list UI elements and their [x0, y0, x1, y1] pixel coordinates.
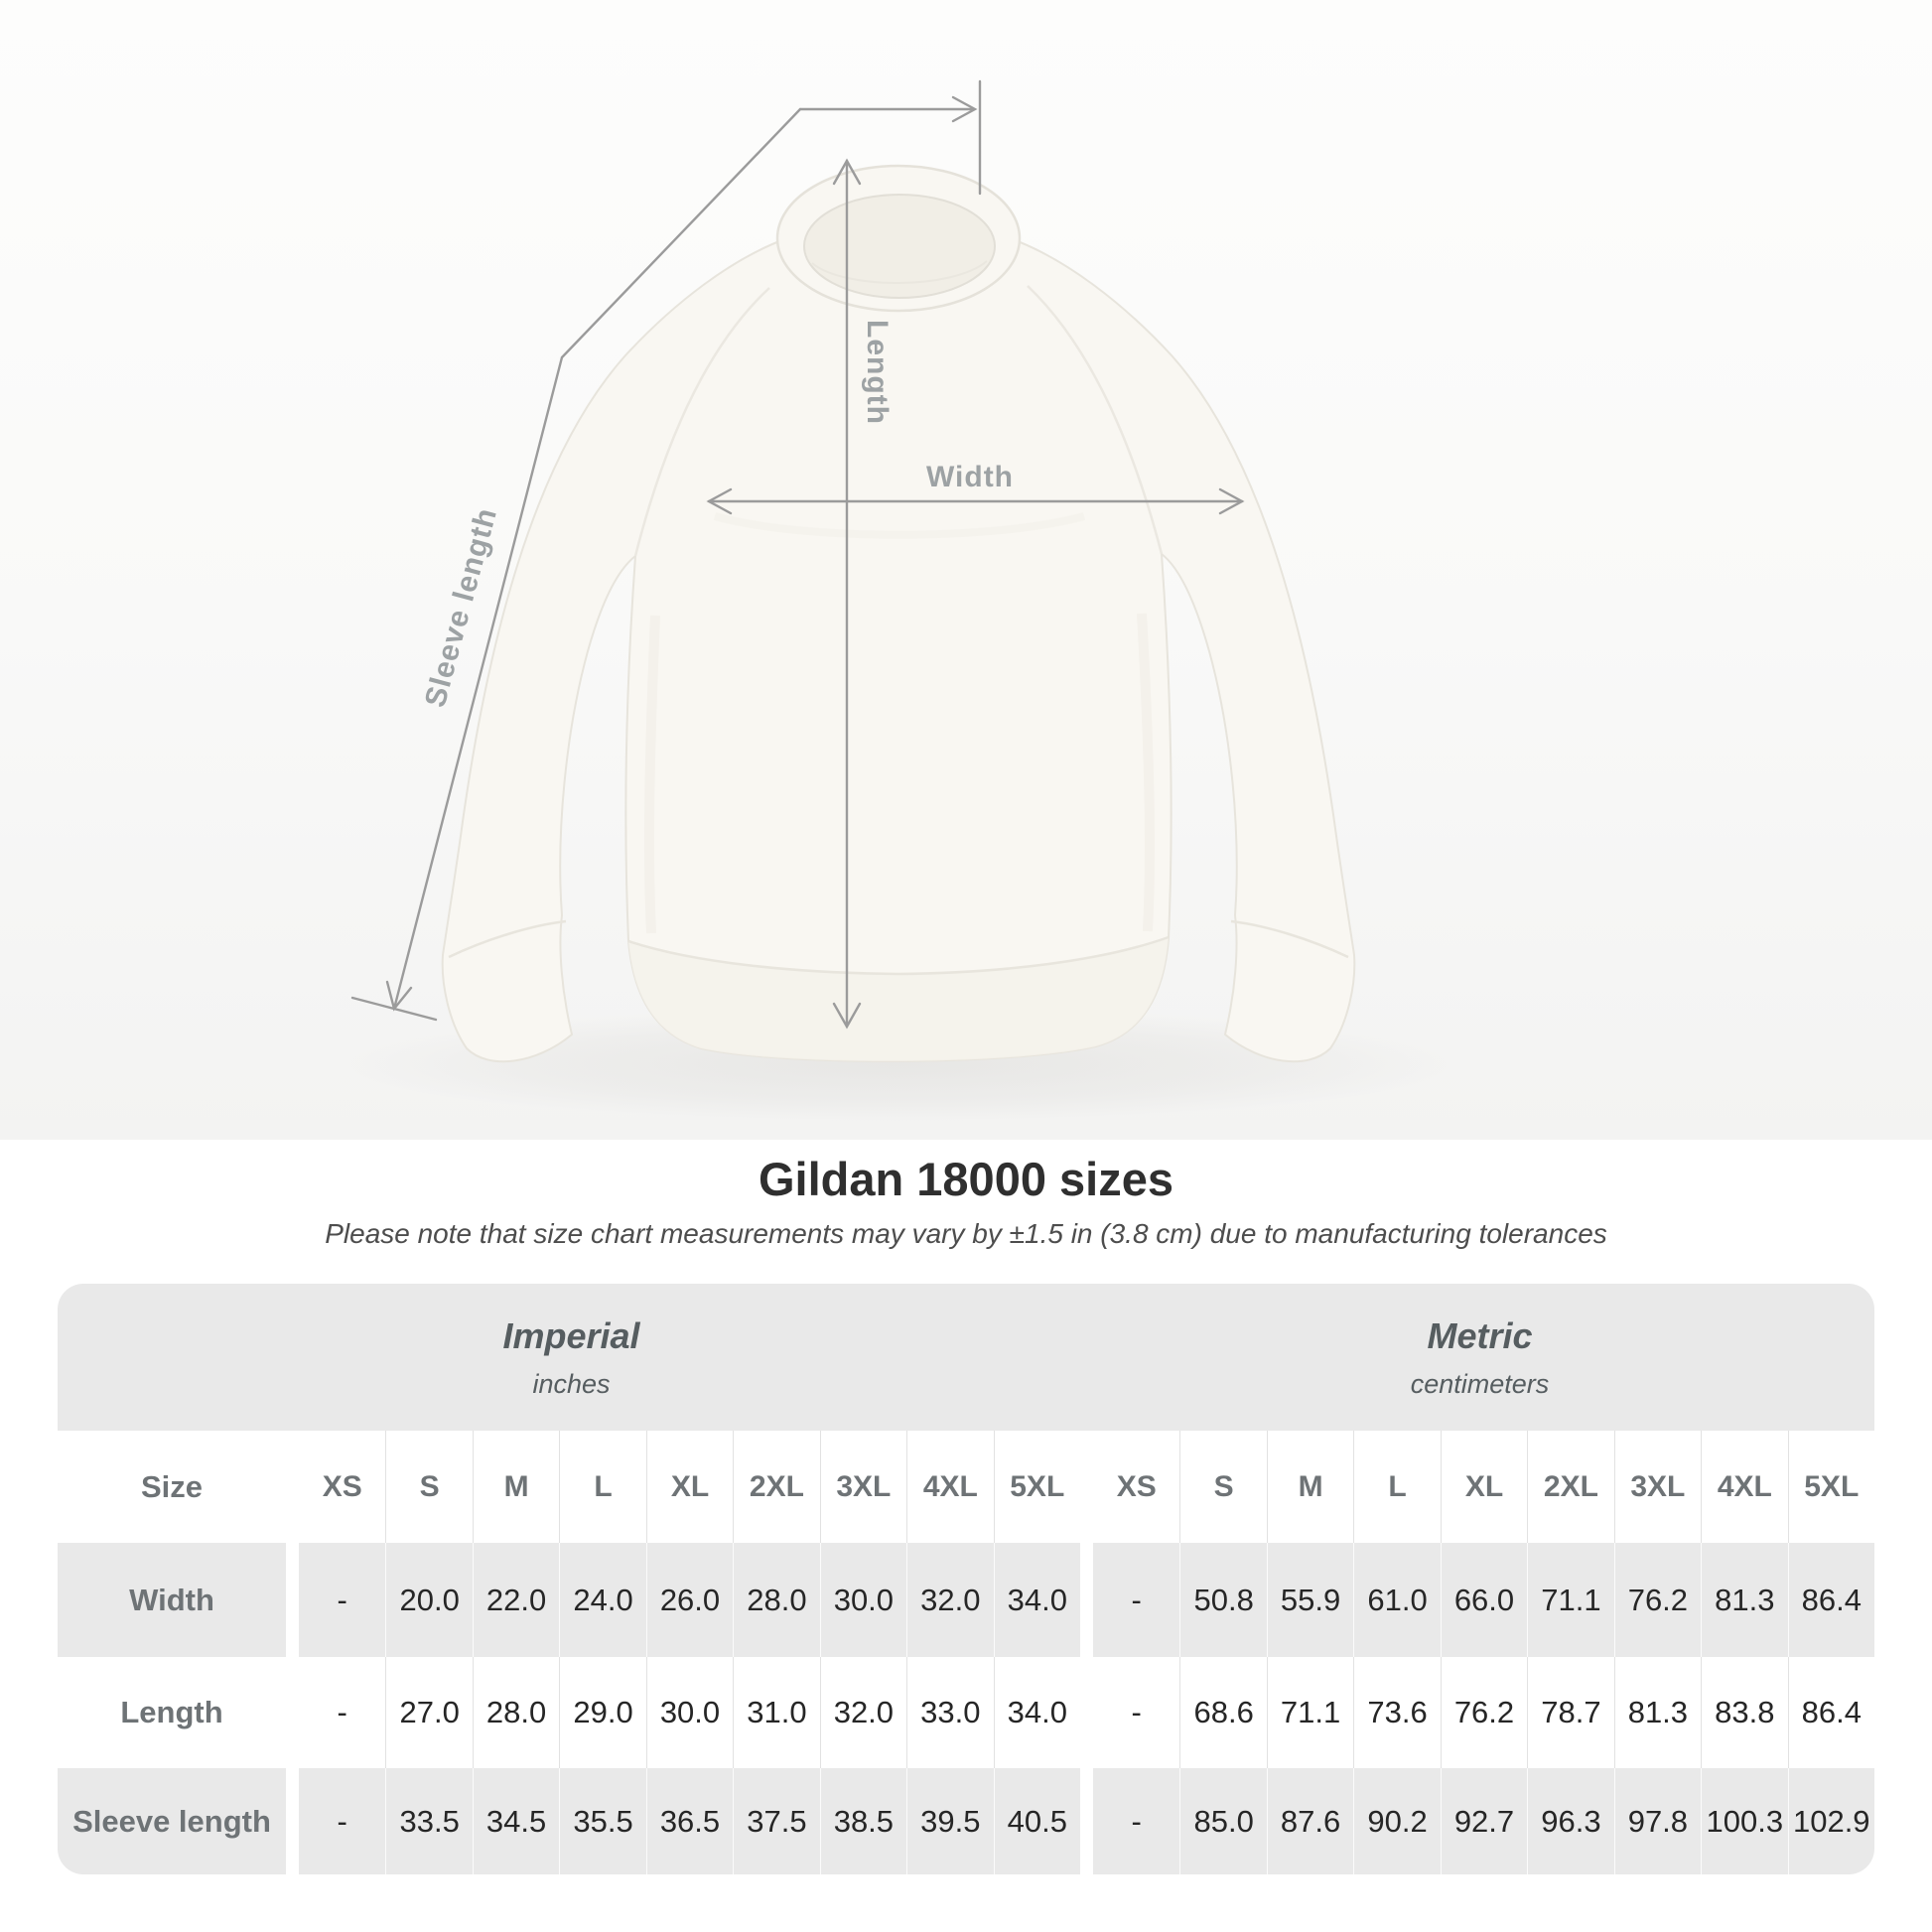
imperial-label: Imperial [502, 1314, 640, 1356]
value-cell: 81.3 [1701, 1543, 1787, 1657]
value-cell: 87.6 [1267, 1768, 1353, 1874]
sleeve-bottom-tick [352, 998, 436, 1020]
size-header: XL [1441, 1431, 1527, 1543]
length-row [58, 1657, 1874, 1768]
value-cell: 40.5 [994, 1768, 1080, 1874]
size-header-row [58, 1431, 1874, 1543]
value-cell: 30.0 [646, 1657, 733, 1768]
value-cell: 83.8 [1701, 1657, 1787, 1768]
value-cell: 38.5 [820, 1768, 906, 1874]
size-header: XS [322, 1469, 362, 1503]
value-cell: - [1131, 1695, 1142, 1729]
value-cell: 86.4 [1788, 1543, 1874, 1657]
size-header: L [1353, 1431, 1440, 1543]
value-cell: 34.5 [473, 1768, 559, 1874]
value-cell: 76.2 [1441, 1657, 1527, 1768]
row-label: Width [129, 1582, 214, 1617]
row-label: Length [120, 1695, 223, 1729]
value-cell: 31.0 [733, 1657, 819, 1768]
value-cell: 55.9 [1267, 1543, 1353, 1657]
value-cell: 71.1 [1267, 1657, 1353, 1768]
width-row [58, 1543, 1874, 1657]
value-cell: 61.0 [1353, 1543, 1440, 1657]
imperial-unit-label: inches [532, 1368, 611, 1399]
size-header: 4XL [906, 1431, 993, 1543]
value-cell: - [337, 1582, 347, 1617]
size-header: 3XL [1614, 1431, 1701, 1543]
fabric-fold [649, 616, 655, 933]
size-header: 5XL [994, 1431, 1080, 1543]
column-gap [286, 1543, 299, 1657]
value-cell: 73.6 [1353, 1657, 1440, 1768]
value-cell: - [337, 1803, 347, 1839]
size-header: M [1267, 1431, 1353, 1543]
row-label: Sleeve length [72, 1803, 271, 1839]
size-header: 4XL [1701, 1431, 1787, 1543]
value-cell: 78.7 [1527, 1657, 1613, 1768]
value-cell: 33.5 [385, 1768, 472, 1874]
metric-group-header [1085, 1284, 1874, 1431]
value-cell: 97.8 [1614, 1768, 1701, 1874]
column-gap [1080, 1657, 1093, 1768]
size-header: 3XL [820, 1431, 906, 1543]
value-cell: 50.8 [1179, 1543, 1266, 1657]
column-gap [1080, 1431, 1093, 1543]
size-header: XS [1116, 1469, 1157, 1503]
column-gap [286, 1431, 299, 1543]
value-cell: 29.0 [559, 1657, 645, 1768]
column-gap [1080, 1768, 1093, 1874]
size-header: L [559, 1431, 645, 1543]
value-cell: 37.5 [733, 1768, 819, 1874]
value-cell: 102.9 [1788, 1768, 1874, 1874]
value-cell: 32.0 [820, 1657, 906, 1768]
width-measure-label: Width [925, 461, 1015, 493]
value-cell: 22.0 [473, 1543, 559, 1657]
size-header: 5XL [1788, 1431, 1874, 1543]
value-cell: 28.0 [473, 1657, 559, 1768]
value-cell: - [1131, 1582, 1142, 1617]
unit-group-header [58, 1284, 1874, 1431]
value-cell: 34.0 [994, 1657, 1080, 1768]
value-cell: 24.0 [559, 1543, 645, 1657]
value-cell: 39.5 [906, 1768, 993, 1874]
size-header: S [385, 1431, 472, 1543]
sweatshirt-body [443, 226, 1355, 1061]
value-cell: - [1131, 1803, 1142, 1839]
imperial-group-header [58, 1284, 1085, 1431]
value-cell: 86.4 [1788, 1657, 1874, 1768]
value-cell: 27.0 [385, 1657, 472, 1768]
value-cell: 90.2 [1353, 1768, 1440, 1874]
value-cell: 32.0 [906, 1543, 993, 1657]
value-cell: 100.3 [1701, 1768, 1787, 1874]
metric-unit-label: centimeters [1410, 1368, 1550, 1399]
value-cell: 30.0 [820, 1543, 906, 1657]
value-cell: 68.6 [1179, 1657, 1266, 1768]
column-gap [286, 1657, 299, 1768]
metric-label: Metric [1427, 1314, 1533, 1356]
size-header: 2XL [733, 1431, 819, 1543]
value-cell: 66.0 [1441, 1543, 1527, 1657]
page-title: Gildan 18000 sizes [758, 1153, 1174, 1205]
value-cell: 92.7 [1441, 1768, 1527, 1874]
size-header: S [1179, 1431, 1266, 1543]
column-gap [286, 1768, 299, 1874]
column-gap [1080, 1543, 1093, 1657]
value-cell: 71.1 [1527, 1543, 1613, 1657]
tolerance-note: Please note that size chart measurements may vary by ±1.5 in (3.8 cm) due to manufacturing tolerances [325, 1218, 1607, 1249]
size-header: 2XL [1527, 1431, 1613, 1543]
size-chart-table [58, 1284, 1874, 1874]
value-cell: 96.3 [1527, 1768, 1613, 1874]
size-column-header: Size [140, 1468, 204, 1504]
value-cell: 85.0 [1179, 1768, 1266, 1874]
value-cell: - [337, 1695, 347, 1729]
value-cell: 28.0 [733, 1543, 819, 1657]
sleeve-length-measure-label: Sleeve length [418, 503, 504, 711]
length-measure-label: Length [861, 320, 894, 425]
sleeve-length-row [58, 1768, 1874, 1874]
value-cell: 81.3 [1614, 1657, 1701, 1768]
value-cell: 36.5 [646, 1768, 733, 1874]
size-header: XL [646, 1431, 733, 1543]
value-cell: 20.0 [385, 1543, 472, 1657]
value-cell: 26.0 [646, 1543, 733, 1657]
value-cell: 33.0 [906, 1657, 993, 1768]
size-header: M [473, 1431, 559, 1543]
value-cell: 76.2 [1614, 1543, 1701, 1657]
value-cell: 34.0 [994, 1543, 1080, 1657]
value-cell: 35.5 [559, 1768, 645, 1874]
